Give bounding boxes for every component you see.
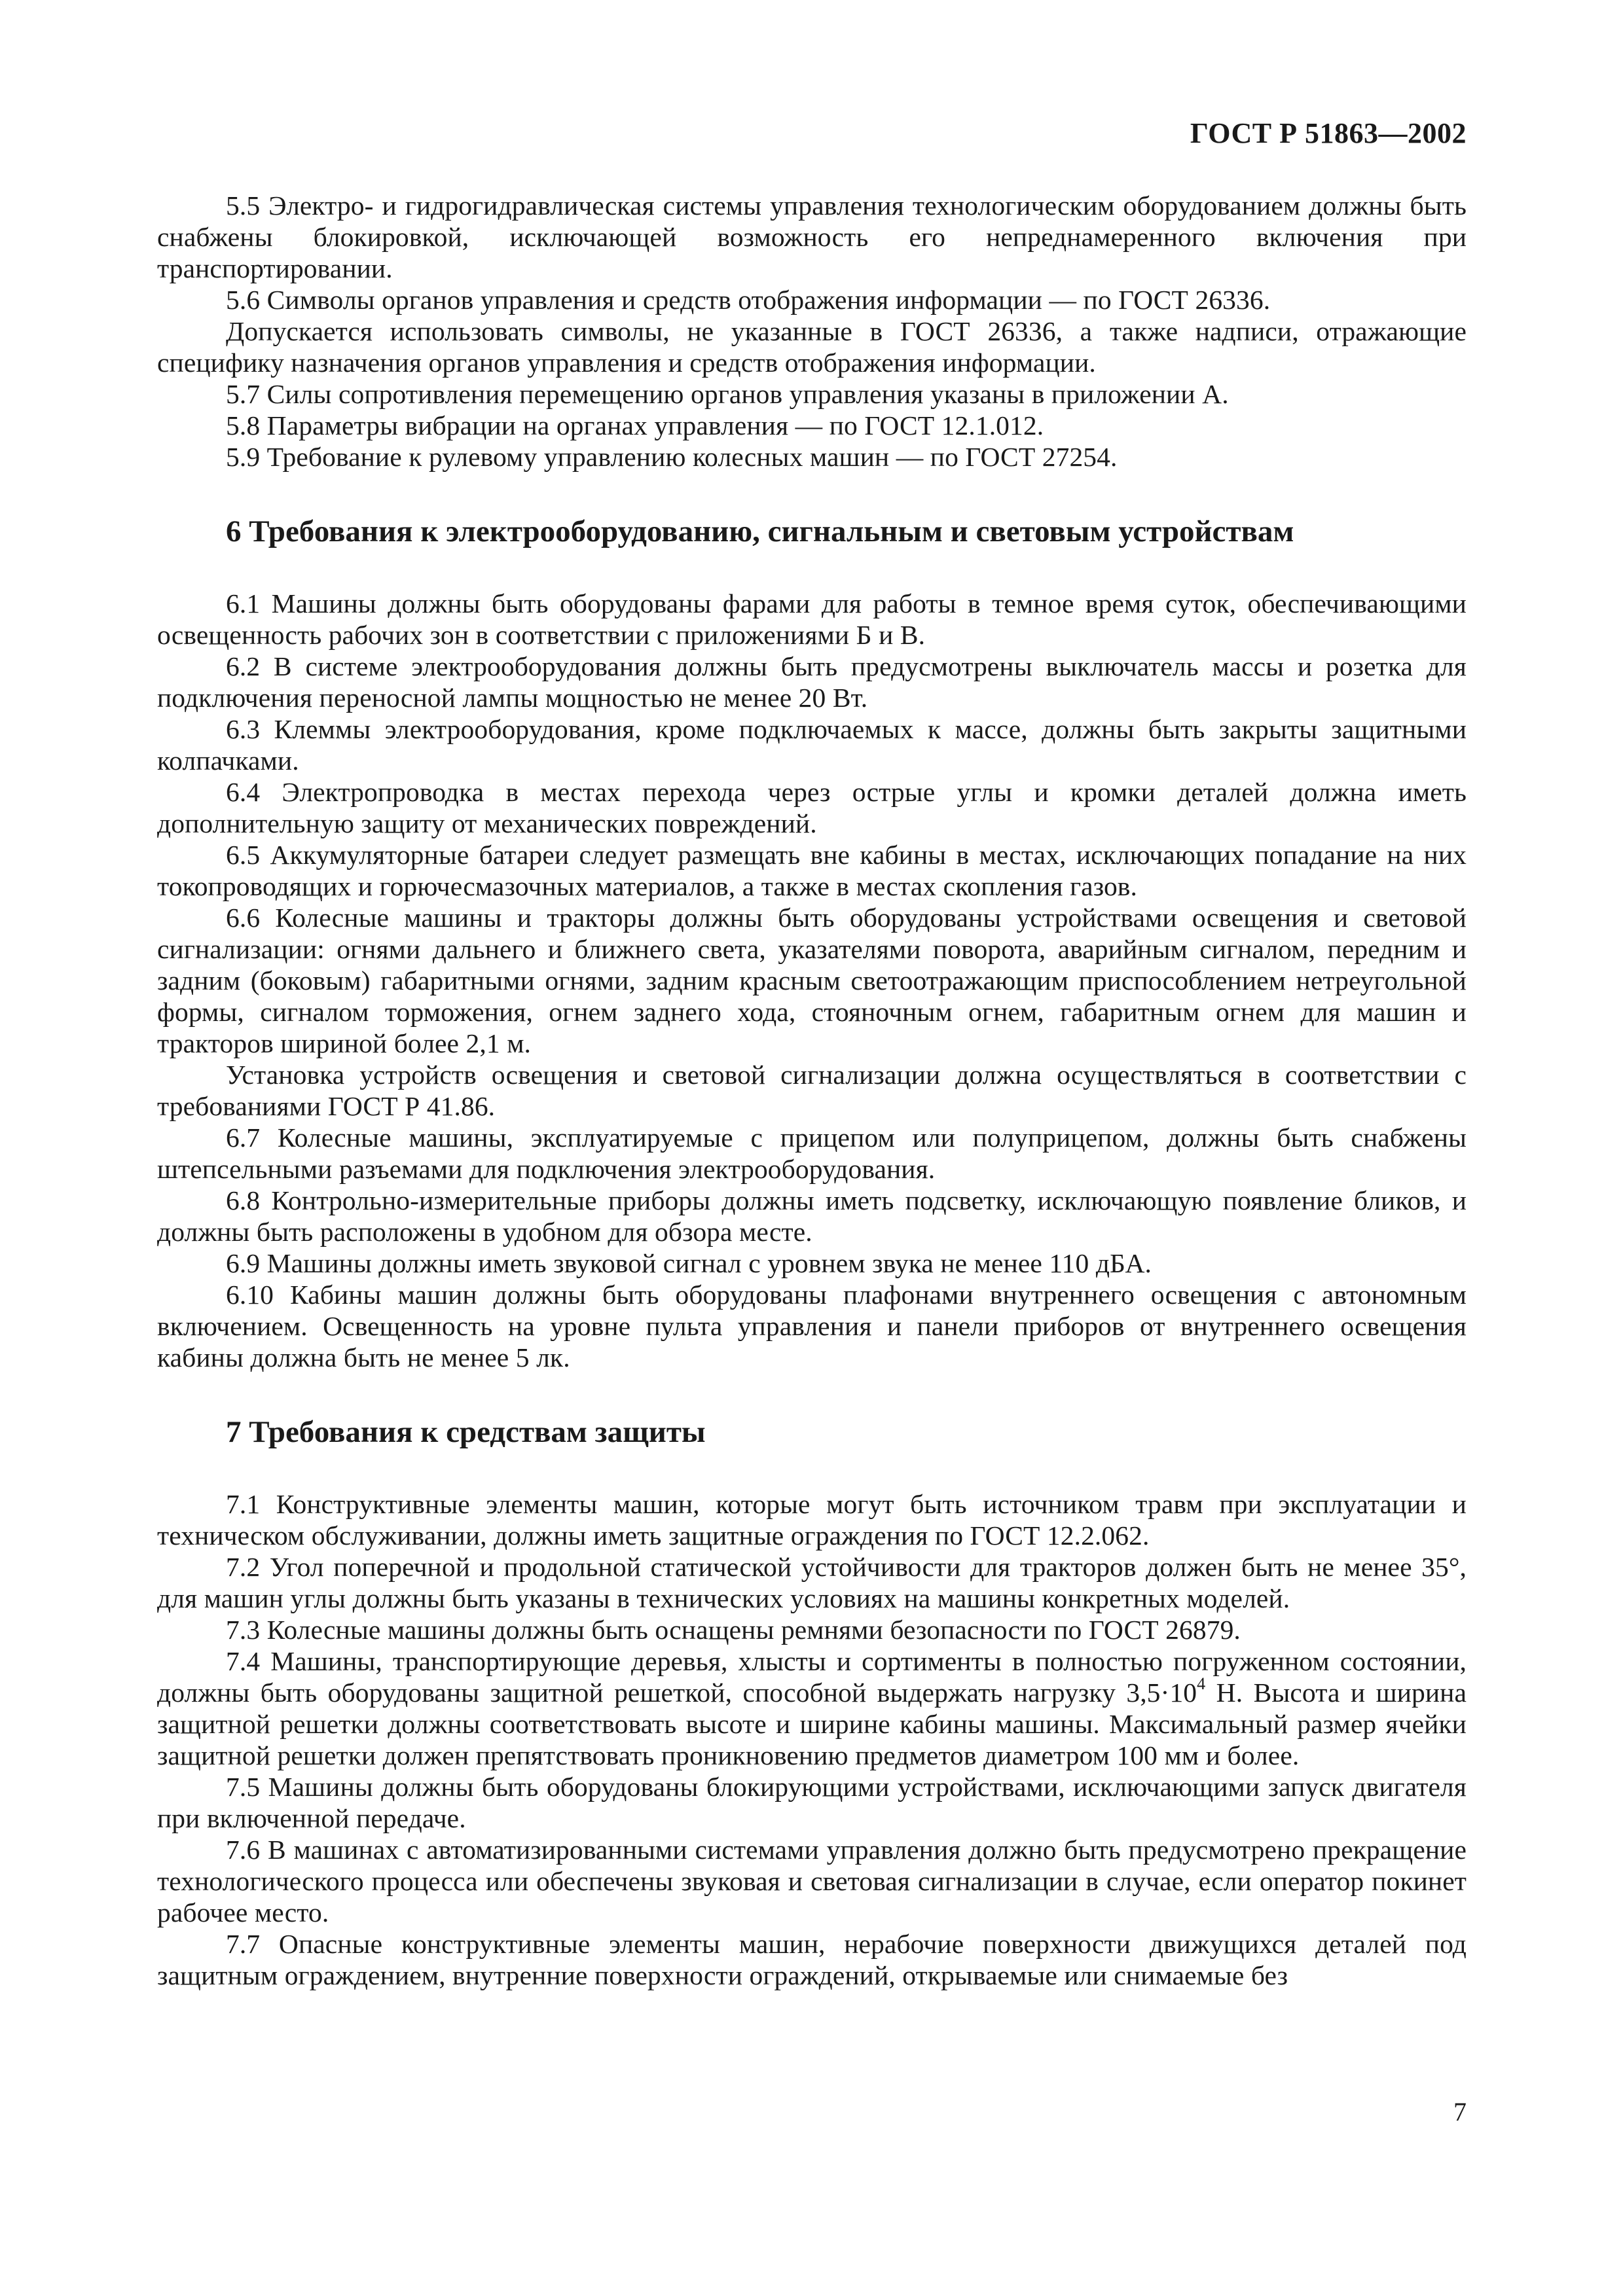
paragraph-6-9: 6.9 Машины должны иметь звуковой сигнал с уровнем звука не менее 110 дБА. [226, 1248, 1152, 1278]
paragraph-7-4-exponent: 4 [1197, 1674, 1206, 1694]
paragraph-7-5: 7.5 Машины должны быть оборудованы блокирующими устройствами, исключающими запуск двигателя при включенной передаче. [157, 1772, 1467, 1833]
paragraph-7-6: 7.6 В машинах с автоматизированными системами управления должно быть предусмотрено прекращение технологического процесса или обеспечены звуковая и световая сигнализации в случае, если оператор покинет рабочее место. [157, 1835, 1467, 1928]
paragraph-6-1: 6.1 Машины должны быть оборудованы фарами для работы в темное время суток, обеспечивающими освещенность рабочих зон в соответствии с приложениями Б и В. [157, 588, 1467, 650]
paragraph-7-4 [157, 1645, 1467, 1771]
page-number: 7 [1453, 2097, 1467, 2126]
document-body [157, 190, 1467, 1991]
paragraph-5-8: 5.8 Параметры вибрации на органах управления — по ГОСТ 12.1.012. [226, 410, 1044, 440]
paragraph-5-9: 5.9 Требование к рулевому управлению колесных машин — по ГОСТ 27254. [226, 442, 1118, 472]
document-header-standard-id: ГОСТ Р 51863—2002 [1190, 117, 1467, 149]
section-6-heading: 6 Требования к электрооборудованию, сигнальным и световым устройствам [226, 514, 1294, 548]
paragraph-6-7: 6.7 Колесные машины, эксплуатируемые с прицепом или полуприцепом, должны быть снабжены штепсельными разъемами для подключения электрооборудования. [157, 1122, 1467, 1184]
paragraph-7-3: 7.3 Колесные машины должны быть оснащены ремнями безопасности по ГОСТ 26879. [226, 1615, 1241, 1645]
paragraph-7-4-text-start: 7.4 Машины, транспортирующие деревья, хлысты и сортименты в полностью погруженном состоянии, должны быть оборудованы защитной решеткой, способной выдержать нагрузку 3,5·10 [157, 1646, 1467, 1708]
paragraph-6-10: 6.10 Кабины машин должны быть оборудованы плафонами внутреннего освещения с автономным включением. Освещенность на уровне пульта управления и панели приборов от внутреннего освещения кабины должна быть не менее 5 лк. [157, 1280, 1467, 1372]
paragraph-5-6: 5.6 Символы органов управления и средств отображения информации — по ГОСТ 26336. [226, 285, 1271, 315]
paragraph-6-5: 6.5 Аккумуляторные батареи следует размещать вне кабины в местах, исключающих попадание на них токопроводящих и горючесмазочных материалов, а также в местах скопления газов. [157, 840, 1467, 901]
paragraph-5-7: 5.7 Силы сопротивления перемещению органов управления указаны в приложении А. [226, 379, 1229, 409]
paragraph-5-6-note: Допускается использовать символы, не указанные в ГОСТ 26336, а также надписи, отражающие специфику назначения органов управления и средств отображения информации. [157, 316, 1467, 378]
paragraph-6-6-note: Установка устройств освещения и световой сигнализации должна осуществляться в соответствии с требованиями ГОСТ Р 41.86. [157, 1060, 1467, 1121]
paragraph-5-5: 5.5 Электро- и гидрогидравлическая системы управления технологическим оборудованием должны быть снабжены блокировкой, исключающей возможность его непреднамеренного включения при транспортировании. [157, 190, 1467, 283]
paragraph-6-4: 6.4 Электропроводка в местах перехода через острые углы и кромки деталей должна иметь дополнительную защиту от механических повреждений. [157, 777, 1467, 838]
paragraph-6-8: 6.8 Контрольно-измерительные приборы должны иметь подсветку, исключающую появление бликов, и должны быть расположены в удобном для обзора месте. [157, 1185, 1467, 1247]
paragraph-7-2: 7.2 Угол поперечной и продольной статической устойчивости для тракторов должен быть не менее 35°, для машин углы должны быть указаны в технических условиях на машины конкретных моделей. [157, 1552, 1467, 1613]
section-7-heading: 7 Требования к средствам защиты [226, 1415, 706, 1449]
paragraph-7-4-text-end: Н. Высота и ширина защитной решетки должны соответствовать высоте и ширине кабины машины. Максимальный размер ячейки защитной решетки должен препятствовать проникновению предметов диаметром 100 мм и более. [157, 1677, 1467, 1770]
paragraph-6-2: 6.2 В системе электрооборудования должны быть предусмотрены выключатель массы и розетка для подключения переносной лампы мощностью не менее 20 Вт. [157, 651, 1467, 713]
paragraph-7-1: 7.1 Конструктивные элементы машин, которые могут быть источником травм при эксплуатации и техническом обслуживании, должны иметь защитные ограждения по ГОСТ 12.2.062. [157, 1489, 1467, 1551]
paragraph-7-7: 7.7 Опасные конструктивные элементы машин, нерабочие поверхности движущихся деталей под защитным ограждением, внутренние поверхности ограждений, открываемые или снимаемые без [157, 1929, 1467, 1990]
paragraph-6-3: 6.3 Клеммы электрооборудования, кроме подключаемых к массе, должны быть закрыты защитными колпачками. [157, 714, 1467, 776]
paragraph-6-6: 6.6 Колесные машины и тракторы должны быть оборудованы устройствами освещения и световой сигнализации: огнями дальнего и ближнего света, указателями поворота, аварийным сигналом, передним и задним (боковым) габаритными огнями, задним красным светоотражающим приспособлением нетреугольной формы, сигналом торможения, огнем заднего хода, стояночным огнем, габаритным огнем для машин и тракторов шириной более 2,1 м. [157, 903, 1467, 1058]
document-page [157, 0, 1467, 2296]
